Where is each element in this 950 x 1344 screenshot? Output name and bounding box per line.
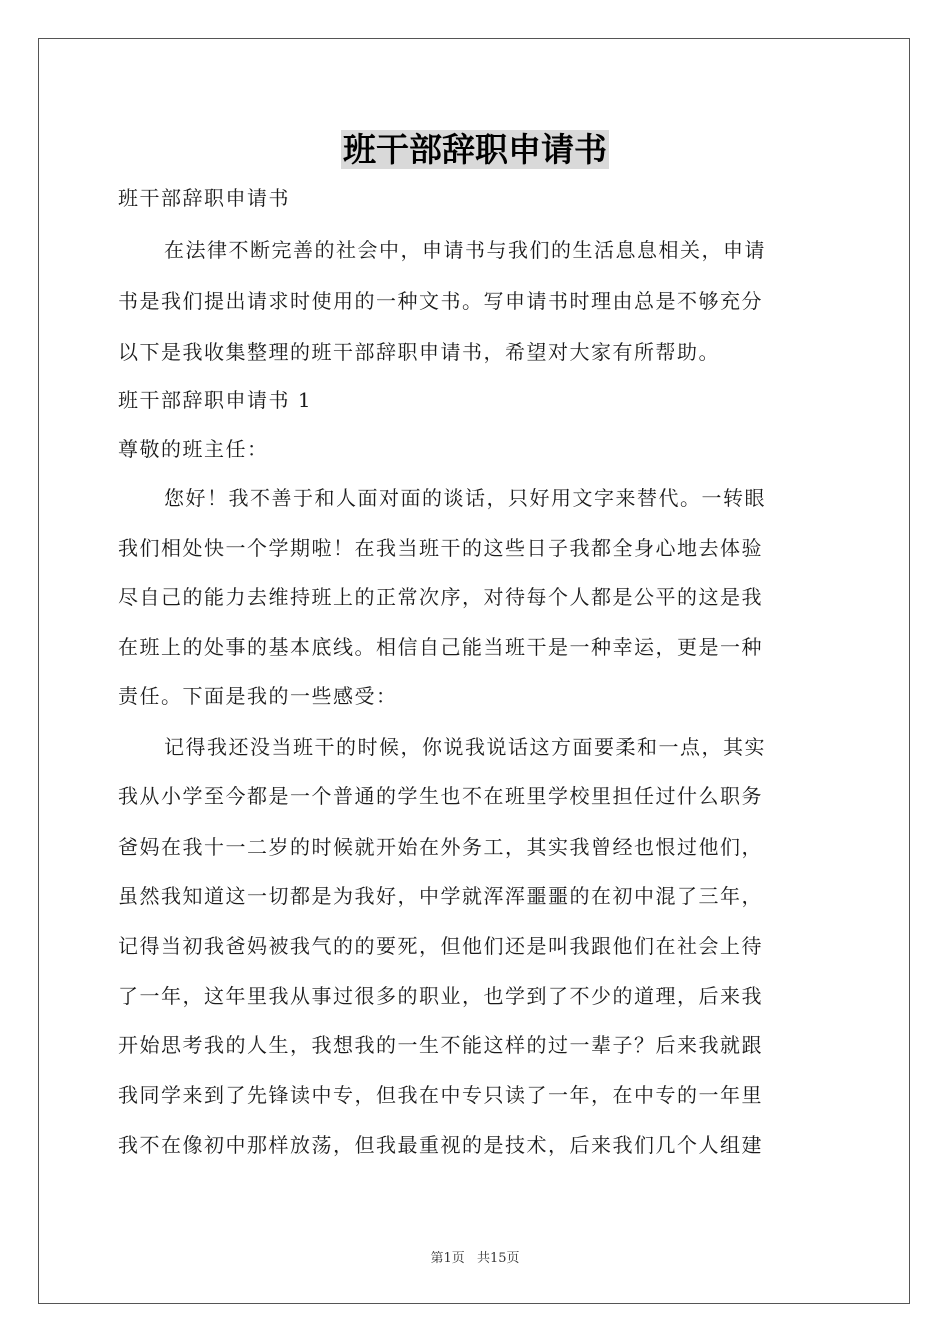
paragraph-line: 责任。下面是我的一些感受： xyxy=(118,684,398,708)
page-border xyxy=(38,38,910,1304)
paragraph-line: 您好！我不善于和人面对面的谈话，只好用文字来替代。一转眼 xyxy=(164,486,766,510)
paragraph-line: 书是我们提出请求时使用的一种文书。写申请书时理由总是不够充分 xyxy=(118,289,763,313)
paragraph-line: 开始思考我的人生，我想我的一生不能这样的过一辈子？后来我就跟 xyxy=(118,1033,763,1057)
page-footer xyxy=(0,1247,950,1266)
document-title xyxy=(0,128,950,172)
page-total: 共15页 xyxy=(476,1251,520,1266)
document-title-text: 班干部辞职申请书 xyxy=(343,130,607,169)
paragraph-line: 记得我还没当班干的时候，你说我说话这方面要柔和一点，其实 xyxy=(164,735,766,759)
paragraph-line: 在法律不断完善的社会中，申请书与我们的生活息息相关，申请 xyxy=(164,238,766,262)
subtitle-line: 班干部辞职申请书 xyxy=(118,186,290,210)
section-heading: 班干部辞职申请书 1 xyxy=(118,388,313,412)
paragraph-line: 记得当初我爸妈被我气的的要死，但他们还是叫我跟他们在社会上待 xyxy=(118,934,763,958)
paragraph-line: 了一年，这年里我从事过很多的职业，也学到了不少的道理，后来我 xyxy=(118,984,763,1008)
paragraph-line: 虽然我知道这一切都是为我好，中学就浑浑噩噩的在初中混了三年， xyxy=(118,884,763,908)
paragraph-line: 爸妈在我十一二岁的时候就开始在外务工，其实我曾经也恨过他们， xyxy=(118,835,763,859)
paragraph-line: 我从小学至今都是一个普通的学生也不在班里学校里担任过什么职务 xyxy=(118,784,763,808)
salutation-line: 尊敬的班主任： xyxy=(118,437,269,461)
paragraph-line: 尽自己的能力去维持班上的正常次序，对待每个人都是公平的这是我 xyxy=(118,585,763,609)
paragraph-line: 我不在像初中那样放荡，但我最重视的是技术，后来我们几个人组建 xyxy=(118,1133,763,1157)
paragraph-line: 在班上的处事的基本底线。相信自己能当班干是一种幸运，更是一种 xyxy=(118,635,763,659)
paragraph-line: 以下是我收集整理的班干部辞职申请书，希望对大家有所帮助。 xyxy=(118,340,720,364)
paragraph-line: 我们相处快一个学期啦！在我当班干的这些日子我都全身心地去体验 xyxy=(118,536,763,560)
paragraph-line: 我同学来到了先锋读中专，但我在中专只读了一年，在中专的一年里 xyxy=(118,1083,763,1107)
page-number: 第1页 xyxy=(430,1251,465,1266)
